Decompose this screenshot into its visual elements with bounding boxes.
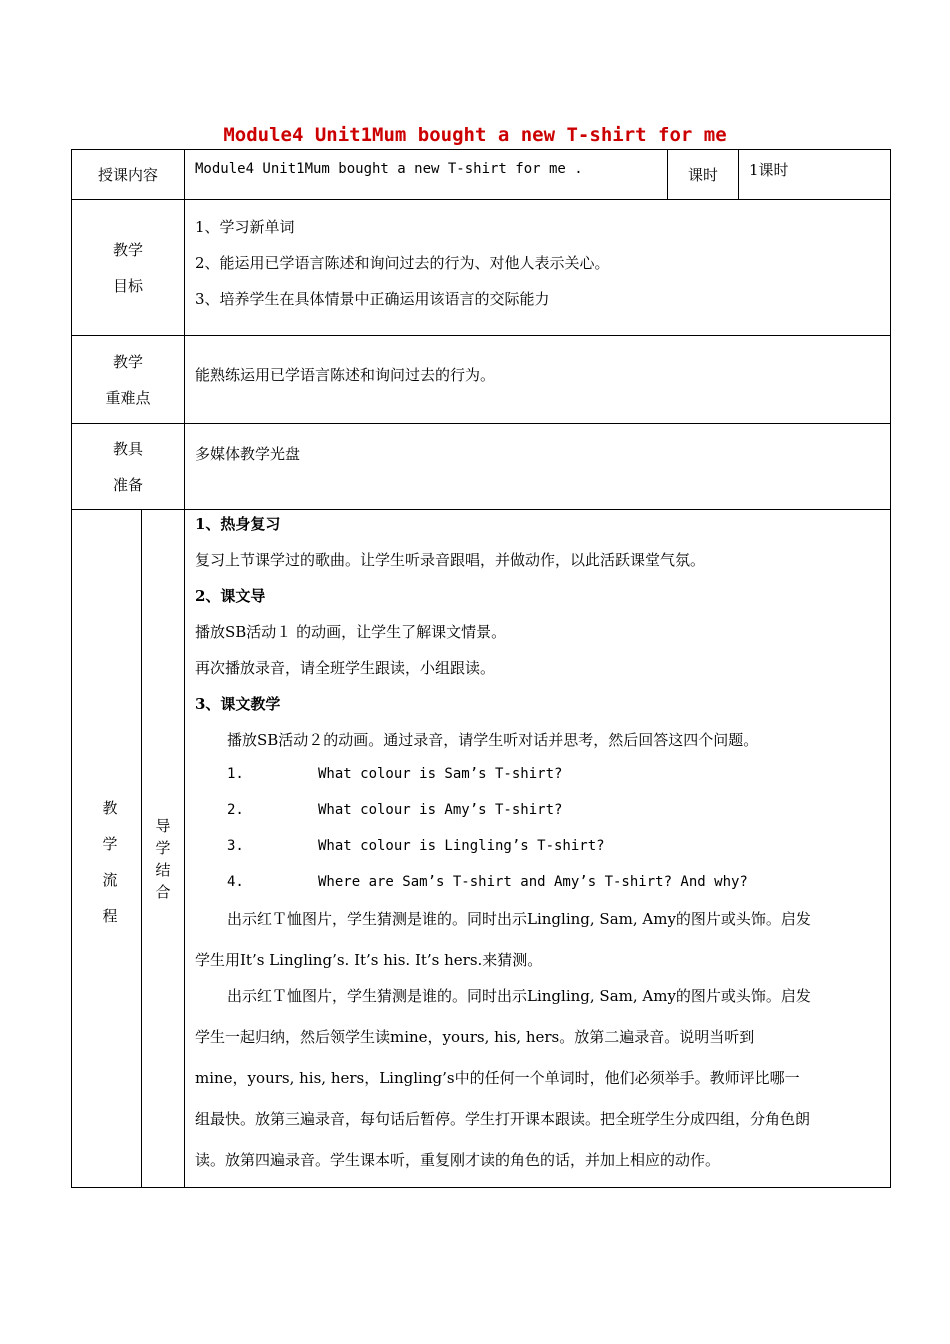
course-content-label: 授课内容 bbox=[97, 165, 158, 184]
period-value: 1课时 bbox=[749, 161, 789, 179]
difficulty-cell bbox=[184, 335, 891, 424]
question-text: What colour is Amy’s T-shirt? bbox=[318, 802, 563, 818]
process-label-char: 程 bbox=[102, 907, 118, 925]
question-text: Where are Sam’s T-shirt and Amy’s T-shirt? And why? bbox=[318, 874, 748, 890]
section-text: 再次播放录音，请全班学生跟读，小组跟读。 bbox=[195, 659, 496, 677]
question-number: 4. bbox=[227, 874, 244, 890]
section-heading-teaching: 3、课文教学 bbox=[195, 695, 281, 713]
period-value-cell bbox=[738, 149, 891, 200]
section-text: 播放SB活动２的动画。通过录音，请学生听对话并思考，然后回答这四个问题。 bbox=[227, 731, 759, 749]
section-text: 播放SB活动１ 的动画，让学生了解课文情景。 bbox=[195, 623, 507, 641]
process-sublabel-char: 学 bbox=[155, 839, 171, 857]
process-sublabel-char: 导 bbox=[155, 817, 171, 835]
difficulty-text: 能熟练运用已学语言陈述和询问过去的行为。 bbox=[195, 366, 496, 384]
difficulty-label-cell bbox=[71, 335, 185, 424]
difficulty-label-1: 教学 bbox=[112, 352, 143, 371]
difficulty-label-2: 重难点 bbox=[105, 388, 151, 407]
materials-label-cell bbox=[71, 423, 185, 510]
course-content-label-cell bbox=[71, 149, 185, 200]
question-number: 2. bbox=[227, 802, 244, 818]
section-heading-intro: 2、课文导 bbox=[195, 587, 266, 605]
course-content-cell bbox=[184, 149, 668, 200]
section-text: 复习上节课学过的歌曲。让学生听录音跟唱，并做动作，以此活跃课堂气氛。 bbox=[195, 551, 706, 569]
process-label-char: 学 bbox=[102, 835, 118, 853]
materials-label-2: 准备 bbox=[112, 475, 143, 494]
goal-item: 3、培养学生在具体情景中正确运用该语言的交际能力 bbox=[195, 290, 550, 308]
goal-item: 1、学习新单词 bbox=[195, 218, 295, 236]
paragraph-line: 学生用It’s Lingling’s. It’s his. It’s hers.来猜测。 bbox=[195, 951, 543, 969]
page-title: Module4 Unit1Mum bought a new T-shirt for me bbox=[223, 124, 727, 146]
process-sublabel-cell bbox=[141, 509, 185, 1188]
paragraph-line: 读。放第四遍录音。学生课本听，重复刚才读的角色的话，并加上相应的动作。 bbox=[195, 1151, 721, 1169]
paragraph-line: 学生一起归纳，然后领学生读mine，yours, his, hers。放第二遍录音。说明当听到 bbox=[195, 1028, 755, 1046]
goals-cell bbox=[184, 199, 891, 336]
paragraph-line: mine，yours, his, hers，Lingling’s中的任何一个单词时，他们必须举手。教师评比哪一 bbox=[195, 1069, 800, 1087]
materials-cell bbox=[184, 423, 891, 510]
question-text: What colour is Lingling’s T-shirt? bbox=[318, 838, 605, 854]
paragraph-line: 出示红Ｔ恤图片，学生猜测是谁的。同时出示Lingling, Sam, Amy的图片或头饰。启发 bbox=[227, 910, 811, 928]
process-sublabel-char: 结 bbox=[155, 861, 171, 879]
goals-label-1: 教学 bbox=[112, 240, 143, 259]
goal-item: 2、能运用已学语言陈述和询问过去的行为、对他人表示关心。 bbox=[195, 254, 610, 272]
paragraph-line: 组最快。放第三遍录音，每句话后暂停。学生打开课本跟读。把全班学生分成四组，分角色朗 bbox=[195, 1110, 811, 1128]
paragraph-line: 出示红Ｔ恤图片，学生猜测是谁的。同时出示Lingling, Sam, Amy的图片或头饰。启发 bbox=[227, 987, 811, 1005]
question-text: What colour is Sam’s T-shirt? bbox=[318, 766, 563, 782]
question-number: 1. bbox=[227, 766, 244, 782]
period-label-cell bbox=[667, 149, 739, 200]
process-label-char: 教 bbox=[102, 799, 118, 817]
course-content-text: Module4 Unit1Mum bought a new T-shirt for me . bbox=[195, 161, 583, 177]
period-label: 课时 bbox=[687, 165, 718, 184]
process-sublabel-char: 合 bbox=[155, 883, 171, 901]
process-label-cell bbox=[71, 509, 142, 1188]
section-heading-warmup: 1、热身复习 bbox=[195, 515, 281, 533]
goals-label-cell bbox=[71, 199, 185, 336]
process-label-char: 流 bbox=[102, 871, 118, 889]
process-content-cell bbox=[184, 509, 891, 1188]
materials-text: 多媒体教学光盘 bbox=[195, 445, 301, 463]
materials-label-1: 教具 bbox=[112, 439, 143, 458]
question-number: 3. bbox=[227, 838, 244, 854]
goals-label-2: 目标 bbox=[112, 276, 143, 295]
